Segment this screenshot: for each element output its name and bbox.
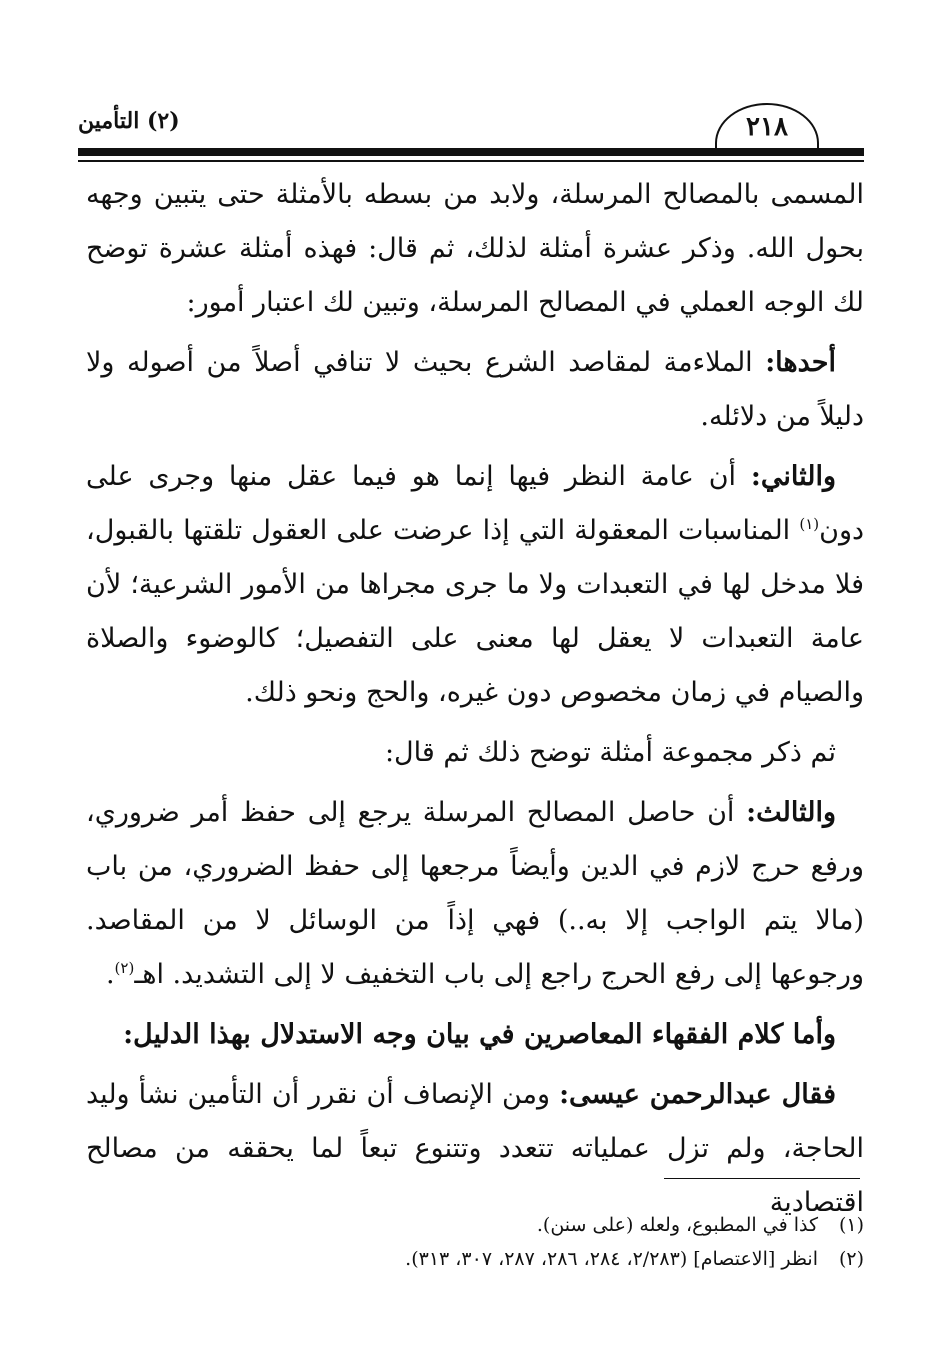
paragraph-7 — [86, 1068, 864, 1230]
paragraph-2 — [86, 336, 864, 444]
paragraph-6: وأما كلام الفقهاء المعاصرين في بيان وجه الاستدلال بهذا الدليل: — [123, 1019, 836, 1050]
footnote-1 — [300, 1208, 864, 1242]
header-rule-thin — [78, 160, 864, 162]
body-text — [86, 168, 864, 1236]
footnote-ref-2: (٢) — [114, 959, 135, 977]
footnote-separator — [664, 1178, 860, 1179]
footnote-2 — [300, 1242, 864, 1276]
footnote-text: انظر [الاعتصام] (٢/٢٨٣، ٢٨٤، ٢٨٦، ٢٨٧، ٣٠٧، ٣١٣). — [405, 1248, 818, 1270]
footnotes — [300, 1208, 864, 1276]
paragraph-text: . — [105, 959, 115, 990]
paragraph-lead: فقال عبدالرحمن عيسى: — [559, 1079, 836, 1110]
paragraph-lead: أحدها: — [765, 347, 836, 378]
paragraph-text: أن حاصل المصالح المرسلة يرجع إلى حفظ أمر ضروري، ورفع حرج لازم في الدين وأيضاً مرجعها إلى حفظ الضروري، من باب (مالا يتم الواجب إلا به..) فهي إذاً من الوسائل لا من المقاصد. ورجوعها إلى رفع الحرج راجع إلى باب التخفيف لا إلى التشديد. اهـ — [86, 797, 864, 990]
paragraph-4: ثم ذكر مجموعة أمثلة توضح ذلك ثم قال: — [384, 737, 836, 768]
footnote-text: كذا في المطبوع، ولعله (على سنن). — [536, 1214, 818, 1236]
paragraph-text: المناسبات المعقولة التي إذا عرضت على العقول تلقتها بالقبول، فلا مدخل لها في التعبدات ولا ما جرى مجراها من الأمور الشرعية؛ لأن عامة التعبدات لا يعقل لها معنى على التفصيل؛ كالوضوء والصلاة والصيام في زمان مخصوص دون غيره، والحج ونحو ذلك. — [86, 515, 864, 708]
paragraph-3 — [86, 450, 864, 720]
paragraph-text: أن عامة النظر فيها إنما هو فيما عقل منها وجرى على دون — [86, 461, 864, 546]
paragraph-lead: والثالث: — [746, 797, 836, 828]
footnote-number: (٢) — [838, 1248, 864, 1270]
paragraph-text: ومن الإنصاف أن نقرر أن التأمين نشأ وليد الحاجة، ولم تزل عملياته تتعدد وتتنوع تبعاً لما يحققه من مصالح اقتصادية — [86, 1079, 864, 1218]
running-head: (٢) التأمين — [78, 108, 180, 134]
footnote-number: (١) — [838, 1214, 864, 1236]
paragraph-5 — [86, 786, 864, 1002]
paragraph-lead: والثاني: — [750, 461, 836, 492]
paragraph-text: الملاءمة لمقاصد الشرع بحيث لا تنافي أصلاً من أصوله ولا دليلاً من دلائله. — [86, 347, 864, 432]
paragraph-1: المسمى بالمصالح المرسلة، ولابد من بسطه بالأمثلة حتى يتبين وجهه بحول الله. وذكر عشرة أمثلة لذلك، ثم قال: فهذه أمثلة عشرة توضح لك الوجه العملي في المصالح المرسلة، وتبين لك اعتبار أمور: — [86, 179, 864, 318]
footnote-ref-1: (١) — [799, 515, 820, 533]
page-number: ٢١٨ — [715, 103, 819, 149]
header-rule-thick — [78, 148, 864, 156]
